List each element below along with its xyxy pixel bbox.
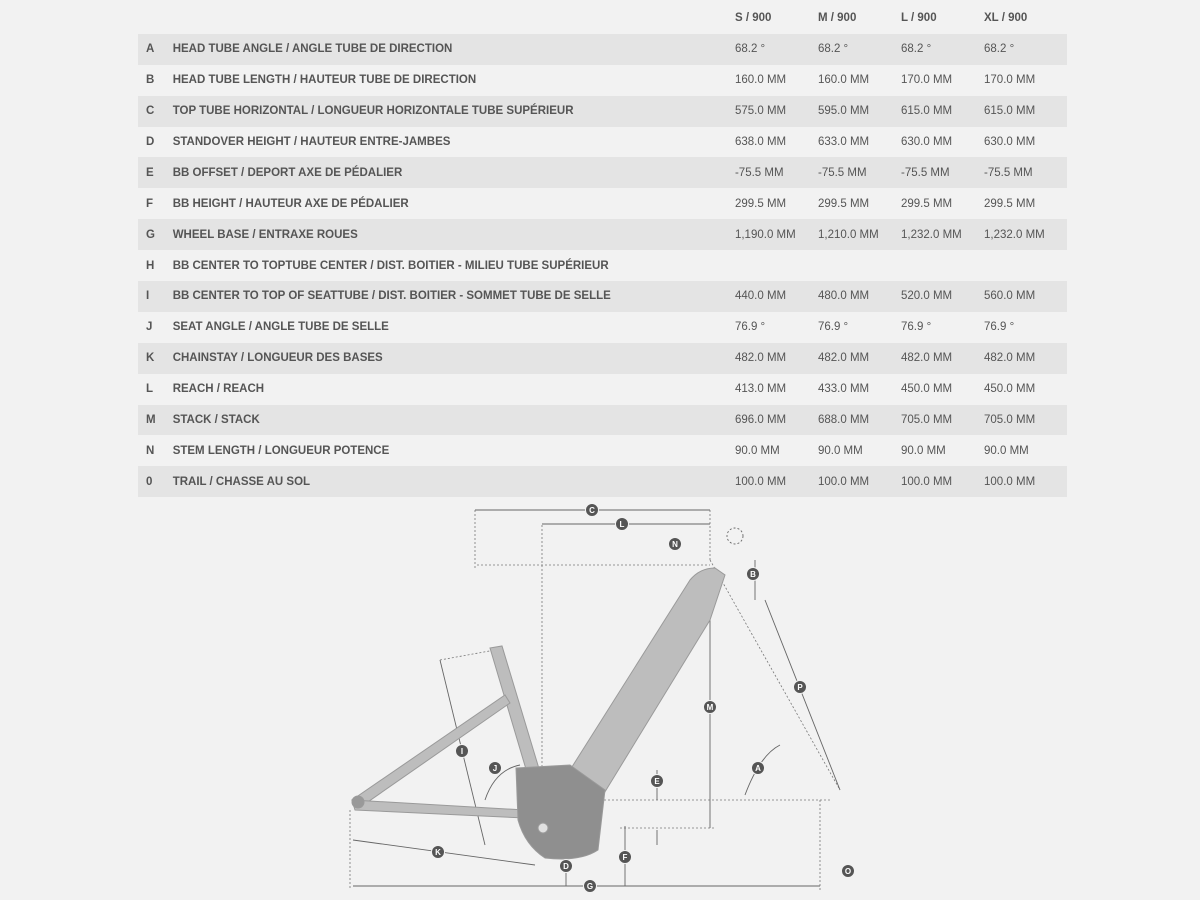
row-measurement-name: STEM LENGTH / LONGUEUR POTENCE [172, 444, 390, 457]
frame-geometry-diagram [330, 500, 870, 900]
table-row [138, 435, 1067, 466]
bike-frame [352, 568, 725, 859]
table-row [138, 65, 1067, 96]
row-value: 575.0 MM [734, 105, 787, 118]
svg-text:J: J [492, 764, 498, 773]
rear-dropout [352, 796, 364, 808]
table-row [138, 343, 1067, 374]
seat-stay [352, 695, 510, 806]
svg-text:M: M [706, 703, 714, 712]
dimension-marker-o [842, 865, 855, 878]
row-measurement-name: WHEEL BASE / ENTRAXE ROUES [172, 228, 358, 241]
row-letter: K [146, 352, 155, 365]
row-value: 480.0 MM [817, 290, 870, 303]
svg-text:I: I [460, 747, 464, 756]
row-value: 299.5 MM [734, 197, 787, 210]
svg-text:C: C [589, 506, 595, 515]
row-value: 615.0 MM [984, 105, 1036, 118]
table-header-row [138, 3, 1067, 34]
row-value: 705.0 MM [901, 414, 953, 427]
dimension-marker-k [432, 846, 445, 859]
row-value: 299.5 MM [817, 197, 870, 210]
row-value: -75.5 MM [901, 166, 950, 179]
row-measurement-name: STACK / STACK [172, 414, 260, 427]
chain-stay [352, 800, 525, 818]
column-header-m: M / 900 [817, 12, 857, 25]
column-header-xl: XL / 900 [984, 12, 1028, 25]
row-measurement-name: TOP TUBE HORIZONTAL / LONGUEUR HORIZONTALE TUBE SUPÉRIEUR [172, 105, 574, 118]
row-measurement-name: TRAIL / CHASSE AU SOL [172, 475, 311, 488]
row-letter: D [146, 136, 155, 148]
bottom-bracket [538, 823, 548, 833]
row-value: 433.0 MM [817, 383, 870, 396]
svg-text:B: B [750, 570, 756, 579]
row-letter: 0 [146, 475, 153, 488]
geometry-table [138, 3, 1067, 497]
row-letter: F [146, 197, 154, 210]
row-measurement-name: BB OFFSET / DEPORT AXE DE PÉDALIER [172, 166, 403, 179]
row-letter: A [146, 43, 155, 56]
row-value: 705.0 MM [984, 414, 1036, 427]
row-measurement-name: SEAT ANGLE / ANGLE TUBE DE SELLE [172, 321, 389, 334]
row-value: 696.0 MM [734, 414, 787, 427]
row-letter: M [146, 414, 156, 427]
svg-text:N: N [672, 540, 678, 549]
table-row [138, 188, 1067, 219]
table-row [138, 219, 1067, 250]
row-value: 482.0 MM [734, 352, 787, 365]
column-header-s: S / 900 [734, 12, 772, 25]
row-letter: N [146, 444, 155, 457]
row-value: 76.9 ° [901, 321, 932, 334]
dimension-marker-j [489, 762, 502, 775]
row-value: 170.0 MM [901, 74, 953, 87]
row-value: 1,232.0 MM [984, 228, 1045, 241]
row-letter: E [146, 166, 154, 179]
row-value: 638.0 MM [734, 136, 787, 148]
row-measurement-name: REACH / REACH [172, 383, 265, 396]
dimension-marker-l [616, 518, 629, 531]
svg-text:G: G [586, 882, 594, 891]
row-value: -75.5 MM [734, 166, 784, 179]
row-value: -75.5 MM [817, 166, 867, 179]
row-value: 688.0 MM [817, 414, 870, 427]
row-value: 100.0 MM [817, 475, 870, 488]
row-value: -75.5 MM [984, 166, 1033, 179]
svg-text:P: P [797, 683, 803, 692]
row-value: 450.0 MM [984, 383, 1036, 396]
table-row [138, 466, 1067, 497]
row-letter: I [146, 290, 150, 303]
row-value: 440.0 MM [734, 290, 787, 303]
row-value: 520.0 MM [901, 290, 953, 303]
row-letter: G [146, 228, 155, 241]
row-measurement-name: HEAD TUBE ANGLE / ANGLE TUBE DE DIRECTION [172, 43, 453, 56]
row-value: 633.0 MM [817, 136, 870, 148]
table-row [138, 250, 1067, 281]
row-value: 100.0 MM [901, 475, 953, 488]
row-value: 170.0 MM [984, 74, 1036, 87]
row-value: 1,232.0 MM [901, 228, 962, 241]
frame-diagram-svg [330, 500, 870, 900]
table-row [138, 281, 1067, 312]
row-letter: C [146, 105, 155, 118]
row-value: 90.0 MM [901, 444, 946, 457]
svg-text:A: A [755, 764, 761, 773]
svg-text:K: K [435, 848, 441, 857]
row-letter: J [146, 321, 153, 334]
row-value: 90.0 MM [734, 444, 780, 457]
row-letter: H [146, 259, 155, 272]
row-value: 76.9 ° [984, 321, 1015, 334]
row-value: 100.0 MM [984, 475, 1036, 488]
row-value: 100.0 MM [734, 475, 787, 488]
dimension-marker-m [704, 701, 717, 714]
row-value: 68.2 ° [817, 43, 849, 56]
row-letter: L [146, 383, 154, 396]
column-header-l: L / 900 [901, 12, 937, 25]
row-value: 595.0 MM [817, 105, 870, 118]
row-measurement-name: BB CENTER TO TOP OF SEATTUBE / DIST. BOITIER - SOMMET TUBE DE SELLE [172, 290, 611, 303]
svg-text:L: L [619, 520, 625, 529]
row-measurement-name: HEAD TUBE LENGTH / HAUTEUR TUBE DE DIRECTION [172, 74, 477, 87]
row-value: 413.0 MM [734, 383, 787, 396]
down-tube [570, 568, 725, 800]
row-measurement-name: STANDOVER HEIGHT / HAUTEUR ENTRE-JAMBES [172, 136, 451, 148]
row-value: 68.2 ° [984, 43, 1015, 56]
table-row [138, 34, 1067, 65]
row-measurement-name: BB CENTER TO TOPTUBE CENTER / DIST. BOITIER - MILIEU TUBE SUPÉRIEUR [172, 259, 609, 272]
svg-text:F: F [622, 853, 628, 862]
row-letter: B [146, 74, 155, 87]
row-value: 1,210.0 MM [817, 228, 879, 241]
row-value: 560.0 MM [984, 290, 1036, 303]
row-value: 450.0 MM [901, 383, 953, 396]
table-row [138, 405, 1067, 436]
svg-text:D: D [563, 862, 569, 871]
dimension-marker-i [456, 745, 469, 758]
table-row [138, 157, 1067, 188]
row-value: 482.0 MM [984, 352, 1036, 365]
row-value: 68.2 ° [901, 43, 932, 56]
dimension-marker-d [560, 860, 573, 873]
dimension-marker-p [794, 681, 807, 694]
svg-text:O: O [844, 867, 852, 876]
row-value: 630.0 MM [901, 136, 953, 148]
dimension-marker-a [752, 762, 765, 775]
row-value: 90.0 MM [984, 444, 1029, 457]
dimension-marker-e [651, 775, 664, 788]
table-row [138, 127, 1067, 158]
row-value: 299.5 MM [901, 197, 953, 210]
row-value: 90.0 MM [817, 444, 863, 457]
row-value: 68.2 ° [734, 43, 766, 56]
dimension-marker-g [584, 880, 597, 893]
table-row [138, 312, 1067, 343]
row-value: 630.0 MM [984, 136, 1036, 148]
row-value: 299.5 MM [984, 197, 1036, 210]
svg-text:E: E [654, 777, 660, 786]
row-value: 482.0 MM [901, 352, 953, 365]
row-measurement-name: BB HEIGHT / HAUTEUR AXE DE PÉDALIER [172, 197, 409, 210]
row-value: 482.0 MM [817, 352, 870, 365]
row-value: 160.0 MM [734, 74, 787, 87]
row-value: 1,190.0 MM [734, 228, 796, 241]
table-row [138, 96, 1067, 127]
row-measurement-name: CHAINSTAY / LONGUEUR DES BASES [172, 352, 383, 365]
dimension-marker-f [619, 851, 632, 864]
dimension-marker-n [669, 538, 682, 551]
dimension-marker-b [747, 568, 760, 581]
row-value: 160.0 MM [817, 74, 870, 87]
table-row [138, 374, 1067, 405]
row-value: 76.9 ° [734, 321, 766, 334]
dimension-marker-c [586, 504, 599, 517]
row-value: 76.9 ° [817, 321, 849, 334]
row-value: 615.0 MM [901, 105, 953, 118]
